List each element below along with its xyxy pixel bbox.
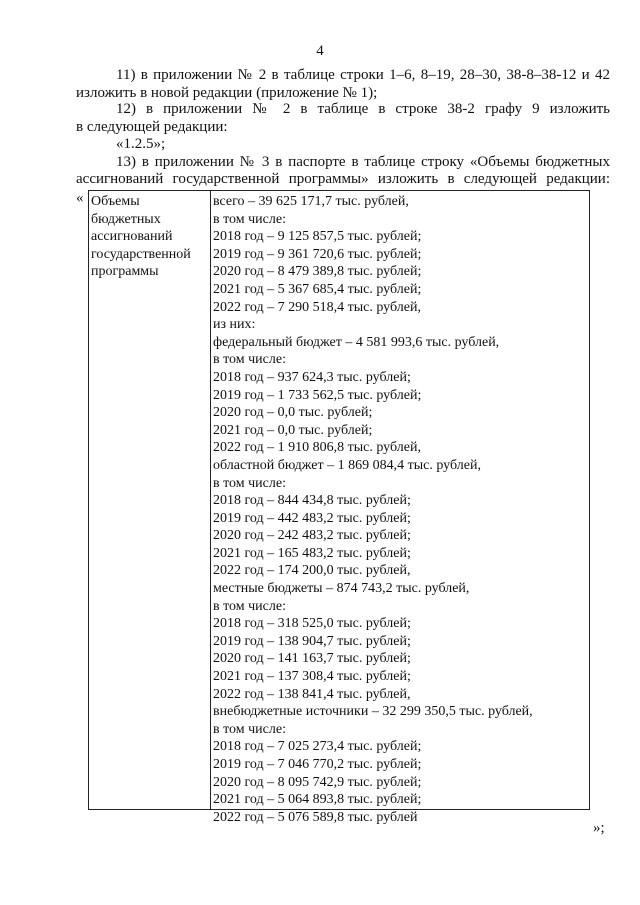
label-line: программы <box>91 264 159 279</box>
value-line: областной бюджет – 1 869 084,4 тыс. рублей, <box>213 457 481 473</box>
paragraph-13-line-1: 13) в приложении № 3 в паспорте в таблице строку «Объемы бюджетных <box>116 154 610 170</box>
table-label-cell <box>89 191 211 809</box>
value-line: федеральный бюджет – 4 581 993,6 тыс. рублей, <box>213 334 500 350</box>
opening-quote: « <box>76 190 84 206</box>
label-line: бюджетных <box>91 211 161 227</box>
value-line: 2019 год – 9 361 720,6 тыс. рублей; <box>213 246 422 262</box>
paragraph-12-value: «1.2.5»; <box>116 136 166 152</box>
value-line: 2018 год – 844 434,8 тыс. рублей; <box>213 493 411 509</box>
value-line: местные бюджеты – 874 743,2 тыс. рублей, <box>213 581 470 597</box>
value-line: 2019 год – 1 733 562,5 тыс. рублей; <box>213 387 422 403</box>
value-line: в том числе: <box>213 352 286 368</box>
label-line: государственной <box>91 246 191 262</box>
value-line: в том числе: <box>213 211 286 227</box>
paragraph-11-line-2: изложить в новой редакции (приложение № 1); <box>76 85 378 101</box>
page-number: 4 <box>316 43 324 59</box>
value-line: 2018 год – 9 125 857,5 тыс. рублей; <box>213 229 422 245</box>
value-line: 2019 год – 442 483,2 тыс. рублей; <box>213 510 411 526</box>
paragraph-11-line-1: 11) в приложении № 2 в таблице строки 1–6, 8–19, 28–30, 38-8–38-12 и 42 <box>116 67 610 83</box>
value-line: 2021 год – 5 367 685,4 тыс. рублей; <box>213 281 422 297</box>
value-line: 2020 год – 8 479 389,8 тыс. рублей; <box>213 264 422 280</box>
label-line: Объемы <box>91 194 140 209</box>
value-line: 2019 год – 138 904,7 тыс. рублей; <box>213 633 411 649</box>
value-line: в том числе: <box>213 598 286 614</box>
value-line: 2018 год – 937 624,3 тыс. рублей; <box>213 369 411 385</box>
label-line: ассигнований <box>91 229 173 244</box>
closing-quote: »; <box>593 820 605 836</box>
value-line: всего – 39 625 171,7 тыс. рублей, <box>213 194 409 209</box>
value-line: 2020 год – 0,0 тыс. рублей; <box>213 405 373 421</box>
table-value-cell <box>211 191 589 826</box>
value-line: из них: <box>213 317 256 333</box>
value-line: 2022 год – 7 290 518,4 тыс. рублей, <box>213 299 421 315</box>
value-line: 2018 год – 318 525,0 тыс. рублей; <box>213 616 411 632</box>
paragraph-12-line-1: 12) в приложении № 2 в таблице в строке 38-2 графу 9 изложить <box>116 101 610 117</box>
value-line: 2020 год – 8 095 742,9 тыс. рублей; <box>213 774 422 790</box>
budget-table <box>88 190 590 825</box>
value-line: 2022 год – 1 910 806,8 тыс. рублей, <box>213 440 421 456</box>
value-line: в том числе: <box>213 721 286 737</box>
value-line: в том числе: <box>213 475 286 491</box>
value-line: 2020 год – 242 483,2 тыс. рублей; <box>213 528 411 544</box>
value-line: 2020 год – 141 163,7 тыс. рублей; <box>213 651 411 667</box>
value-line: 2021 год – 5 064 893,8 тыс. рублей; <box>213 792 422 808</box>
value-line: 2021 год – 137 308,4 тыс. рублей; <box>213 669 411 685</box>
value-line: 2022 год – 174 200,0 тыс. рублей, <box>213 563 411 579</box>
value-line: 2022 год – 5 076 589,8 тыс. рублей <box>213 809 418 825</box>
value-line: внебюджетные источники – 32 299 350,5 тыс. рублей, <box>213 704 533 720</box>
value-line: 2021 год – 0,0 тыс. рублей; <box>213 422 373 438</box>
value-line: 2022 год – 138 841,4 тыс. рублей, <box>213 686 411 702</box>
value-line: 2018 год – 7 025 273,4 тыс. рублей; <box>213 739 422 755</box>
paragraph-13-line-2: ассигнований государственной программы» изложить в следующей редакции: <box>76 171 610 187</box>
value-line: 2021 год – 165 483,2 тыс. рублей; <box>213 545 411 561</box>
value-line: 2019 год – 7 046 770,2 тыс. рублей; <box>213 757 422 772</box>
paragraph-12-line-2: в следующей редакции: <box>76 119 228 135</box>
